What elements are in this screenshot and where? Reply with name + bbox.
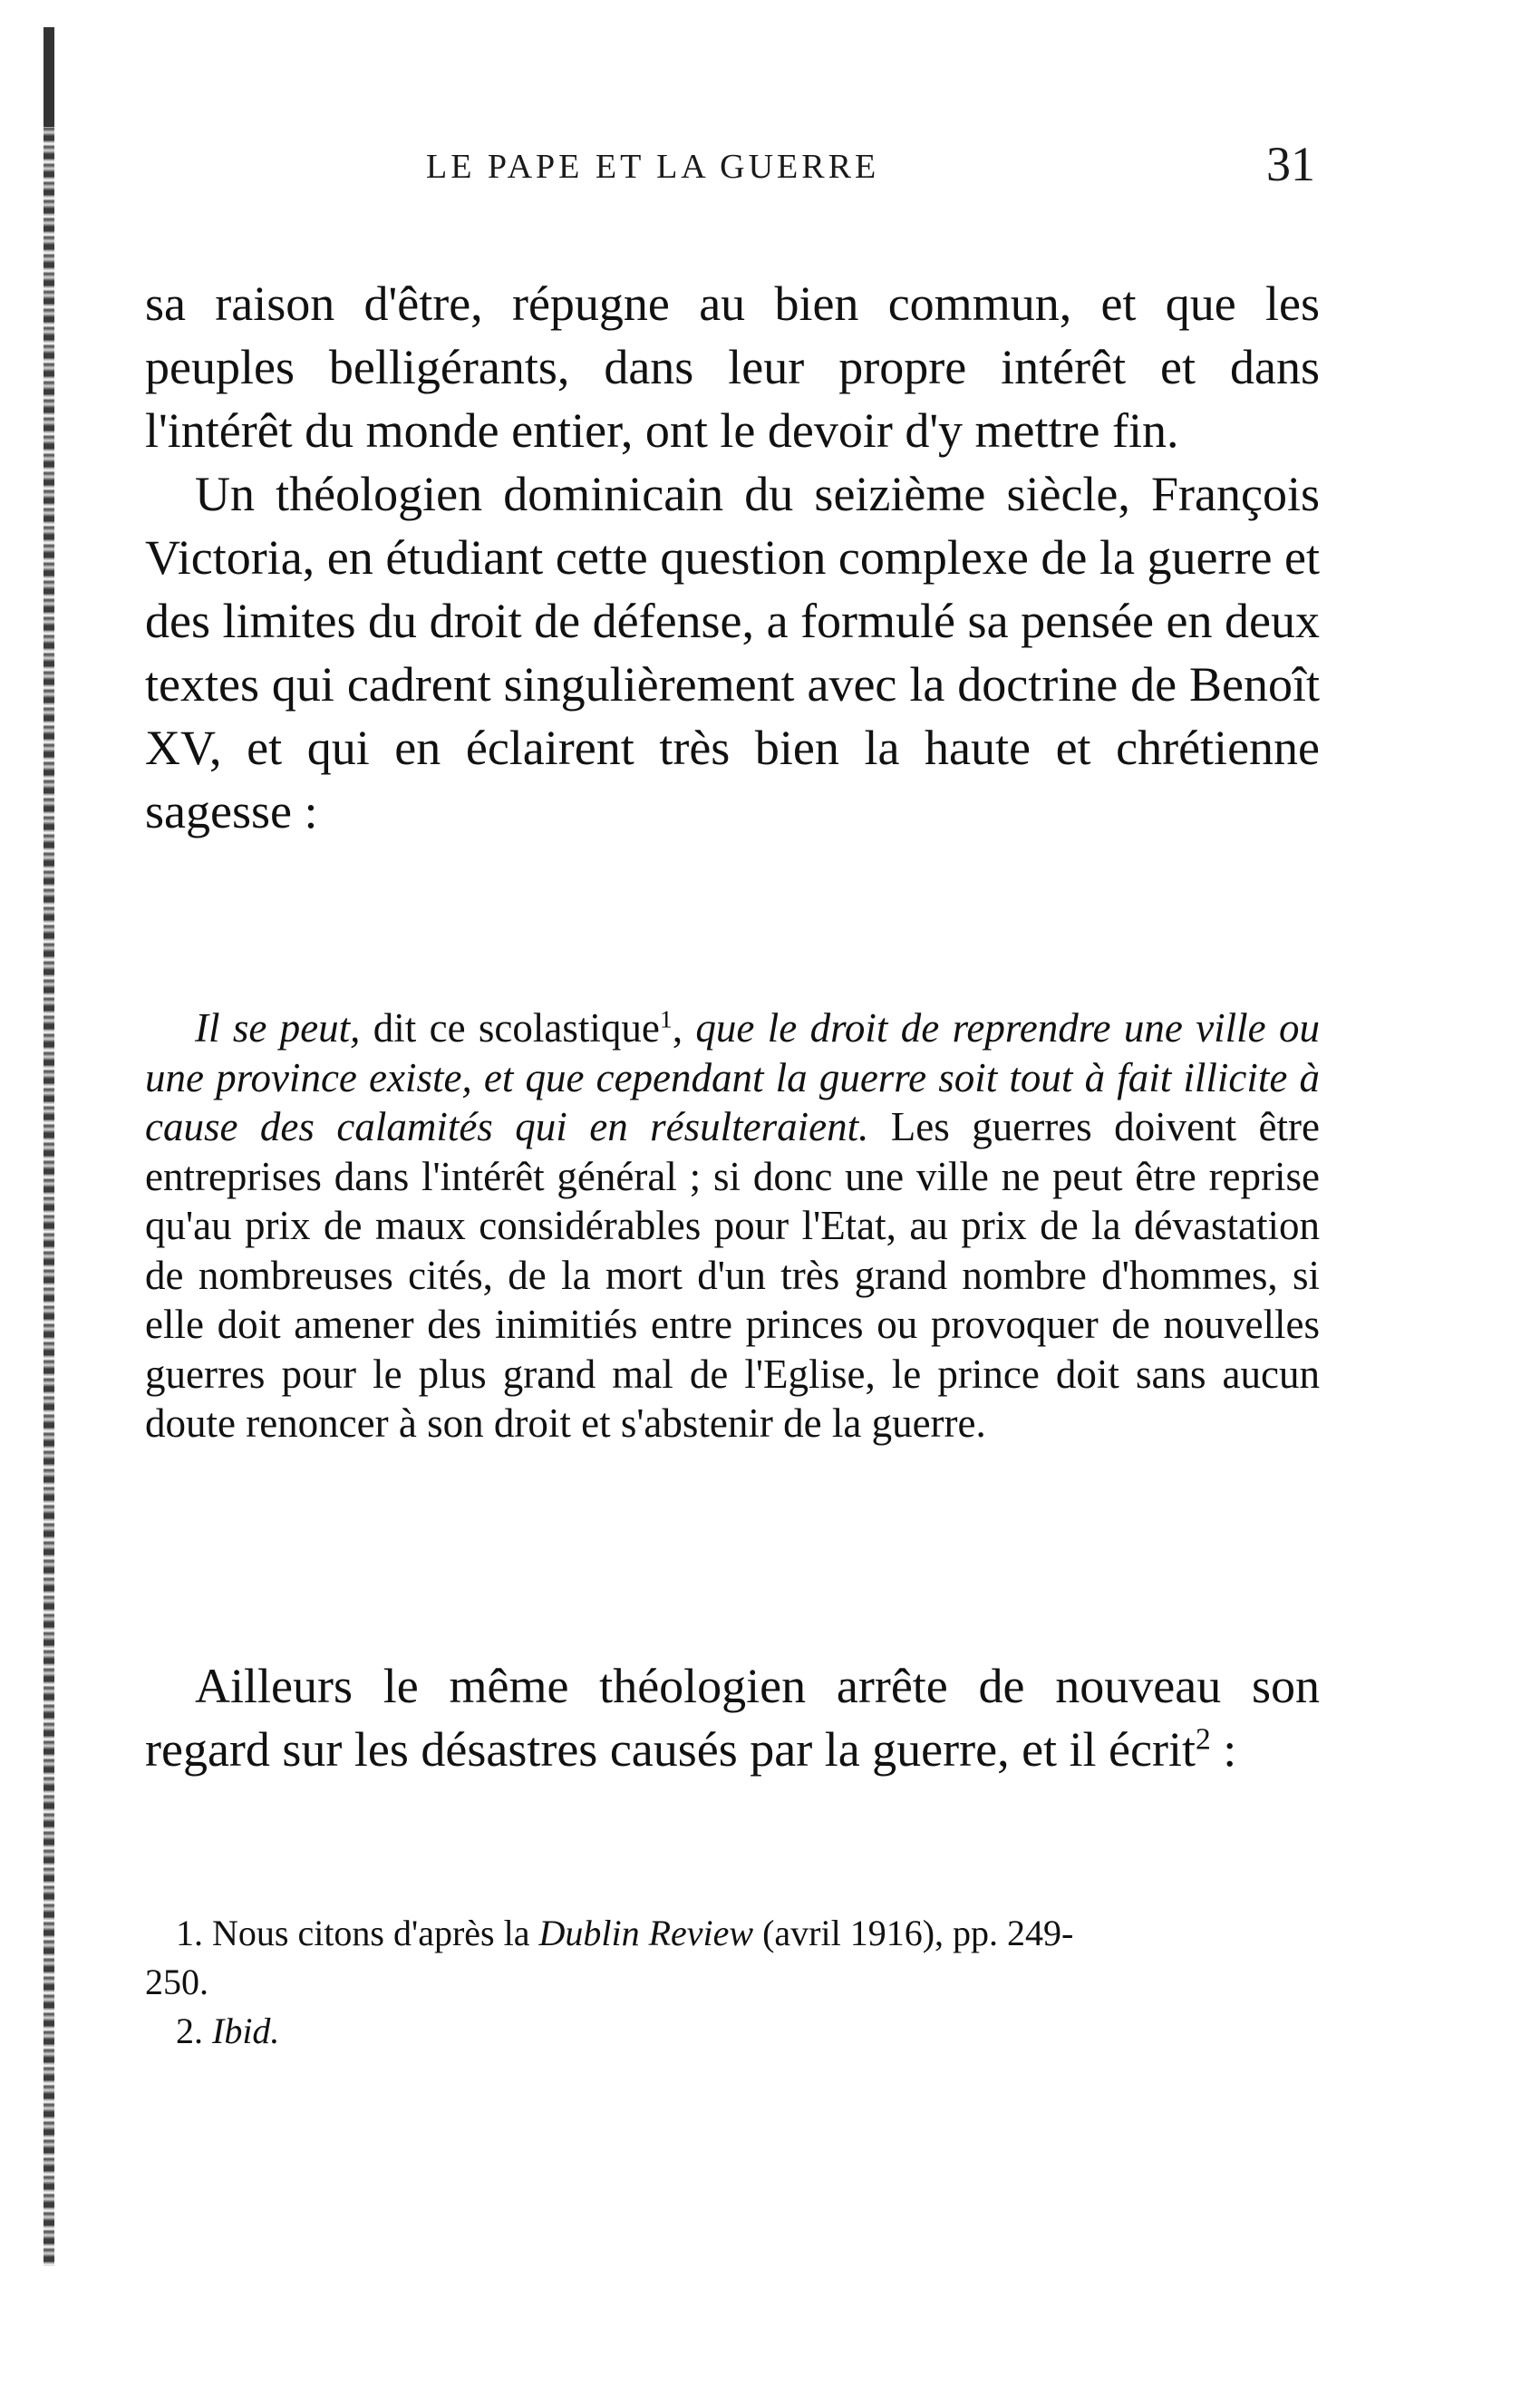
quote-attribution: dit ce scolastique bbox=[360, 1005, 660, 1051]
footnote-1-continuation: 250. bbox=[145, 1962, 208, 2002]
footnotes bbox=[145, 1909, 1320, 2056]
paragraph-continued: sa raison d'être, répugne au bien commun, et que les peuples belligérants, dans leur propre intérêt et dans l'intérêt du monde entier, ont le devoir d'y mettre fin. bbox=[145, 276, 1320, 458]
paragraph-ailleurs bbox=[145, 1654, 1320, 1781]
footnote-1-number: 1. bbox=[176, 1913, 203, 1953]
footnote-1-text-b: (avril 1916), pp. 249- bbox=[753, 1913, 1074, 1953]
footnote-1 bbox=[145, 1909, 1320, 1958]
block-quote bbox=[145, 1003, 1320, 1448]
quote-paragraph bbox=[145, 1003, 1320, 1448]
footnote-1-text-a: Nous citons d'après la bbox=[203, 1913, 539, 1953]
page-number: 31 bbox=[1266, 137, 1315, 191]
footnote-ref-2[interactable]: 2 bbox=[1195, 1722, 1211, 1757]
footnote-1-journal-title: Dublin Review bbox=[538, 1913, 754, 1953]
quote-roman-body: Les guerres doivent être entreprises dans l'intérêt général ; si donc une ville ne peut être reprise qu'au prix de maux considérables pour l'Etat, au prix de la dévastation de nombreuses cités, de la mort d'un très grand nombre d'hommes, si elle doit amener des inimitiés entre princes ou provoquer de nouvelles guerres pour le plus grand mal de l'Eglise, le prince doit sans aucun doute renoncer à son droit et s'abstenir de la guerre. bbox=[145, 1104, 1320, 1446]
running-head: LE PAPE ET LA GUERRE bbox=[426, 148, 880, 186]
footnote-2 bbox=[145, 2007, 1320, 2056]
footnote-2-ibid: Ibid. bbox=[212, 2010, 280, 2051]
closing-text bbox=[145, 1654, 1320, 1781]
quote-italic-body: que le droit de reprendre une ville ou une province existe, et que cependant la guerre soit tout à fait illicite à cause des calamités qui en résulteraient. bbox=[145, 1005, 1321, 1149]
quote-italic-opening: Il se peut, bbox=[195, 1005, 361, 1051]
quote-separator: , bbox=[672, 1005, 696, 1051]
footnote-2-number: 2. bbox=[176, 2010, 203, 2051]
closing-colon: : bbox=[1210, 1722, 1237, 1777]
binding-edge-artifact bbox=[44, 27, 54, 2266]
main-text bbox=[145, 272, 1320, 843]
footnote-ref-1[interactable]: 1 bbox=[659, 1005, 673, 1034]
paragraph-victoria: Un théologien dominicain du seizième siècle, François Victoria, en étudiant cette question complexe de la guerre et des limites du droit de défense, a formulé sa pensée en deux textes qui cadrent singulièrement avec la doctrine de Benoît XV, et qui en éclairent très bien la haute et chrétienne sagesse : bbox=[145, 467, 1320, 838]
closing-sentence: Ailleurs le même théologien arrête de nouveau son regard sur les désastres causés par la guerre, et il écrit bbox=[145, 1659, 1320, 1777]
